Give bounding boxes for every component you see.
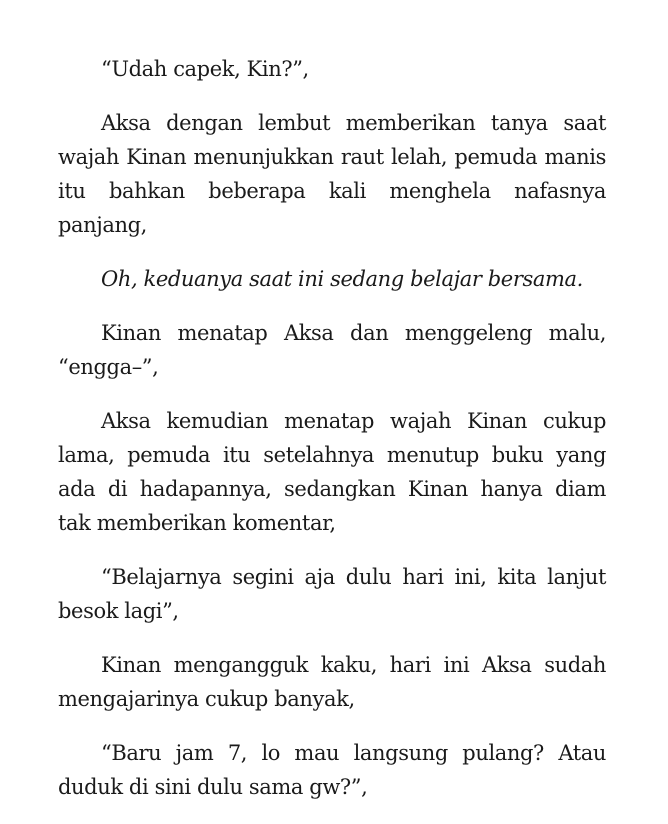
paragraph-narration-kinan-tired: Aksa dengan lembut memberikan tanya saat wajah Kinan menunjukkan raut lelah, pemuda manis itu bahkan beberapa kali menghela nafasnya panjang, xyxy=(58,111,606,237)
paragraph-kinan-nods: Kinan mengangguk kaku, hari ini Aksa sudah mengajarinya cukup banyak, xyxy=(58,653,606,711)
paragraph-kinan-shakes-head: Kinan menatap Aksa dan menggeleng malu, “engga–”, xyxy=(58,321,606,379)
paragraph-dialogue-go-home: “Baru jam 7, lo mau langsung pulang? Atau duduk di sini dulu sama gw?”, xyxy=(58,741,606,799)
text-column xyxy=(58,52,606,824)
paragraph-dialogue-aksa-question: “Udah capek, Kin?”, xyxy=(101,57,309,81)
paragraph-aksa-closes-book: Aksa kemudian menatap wajah Kinan cukup lama, pemuda itu setelahnya menutup buku yang ada di hadapannya, sedangkan Kinan hanya diam tak memberikan komentar, xyxy=(58,409,606,535)
paragraph-dialogue-stop-studying: “Belajarnya segini aja dulu hari ini, kita lanjut besok lagi”, xyxy=(58,565,606,623)
paragraph-italic-studying-together: Oh, keduanya saat ini sedang belajar bersama. xyxy=(101,267,583,291)
